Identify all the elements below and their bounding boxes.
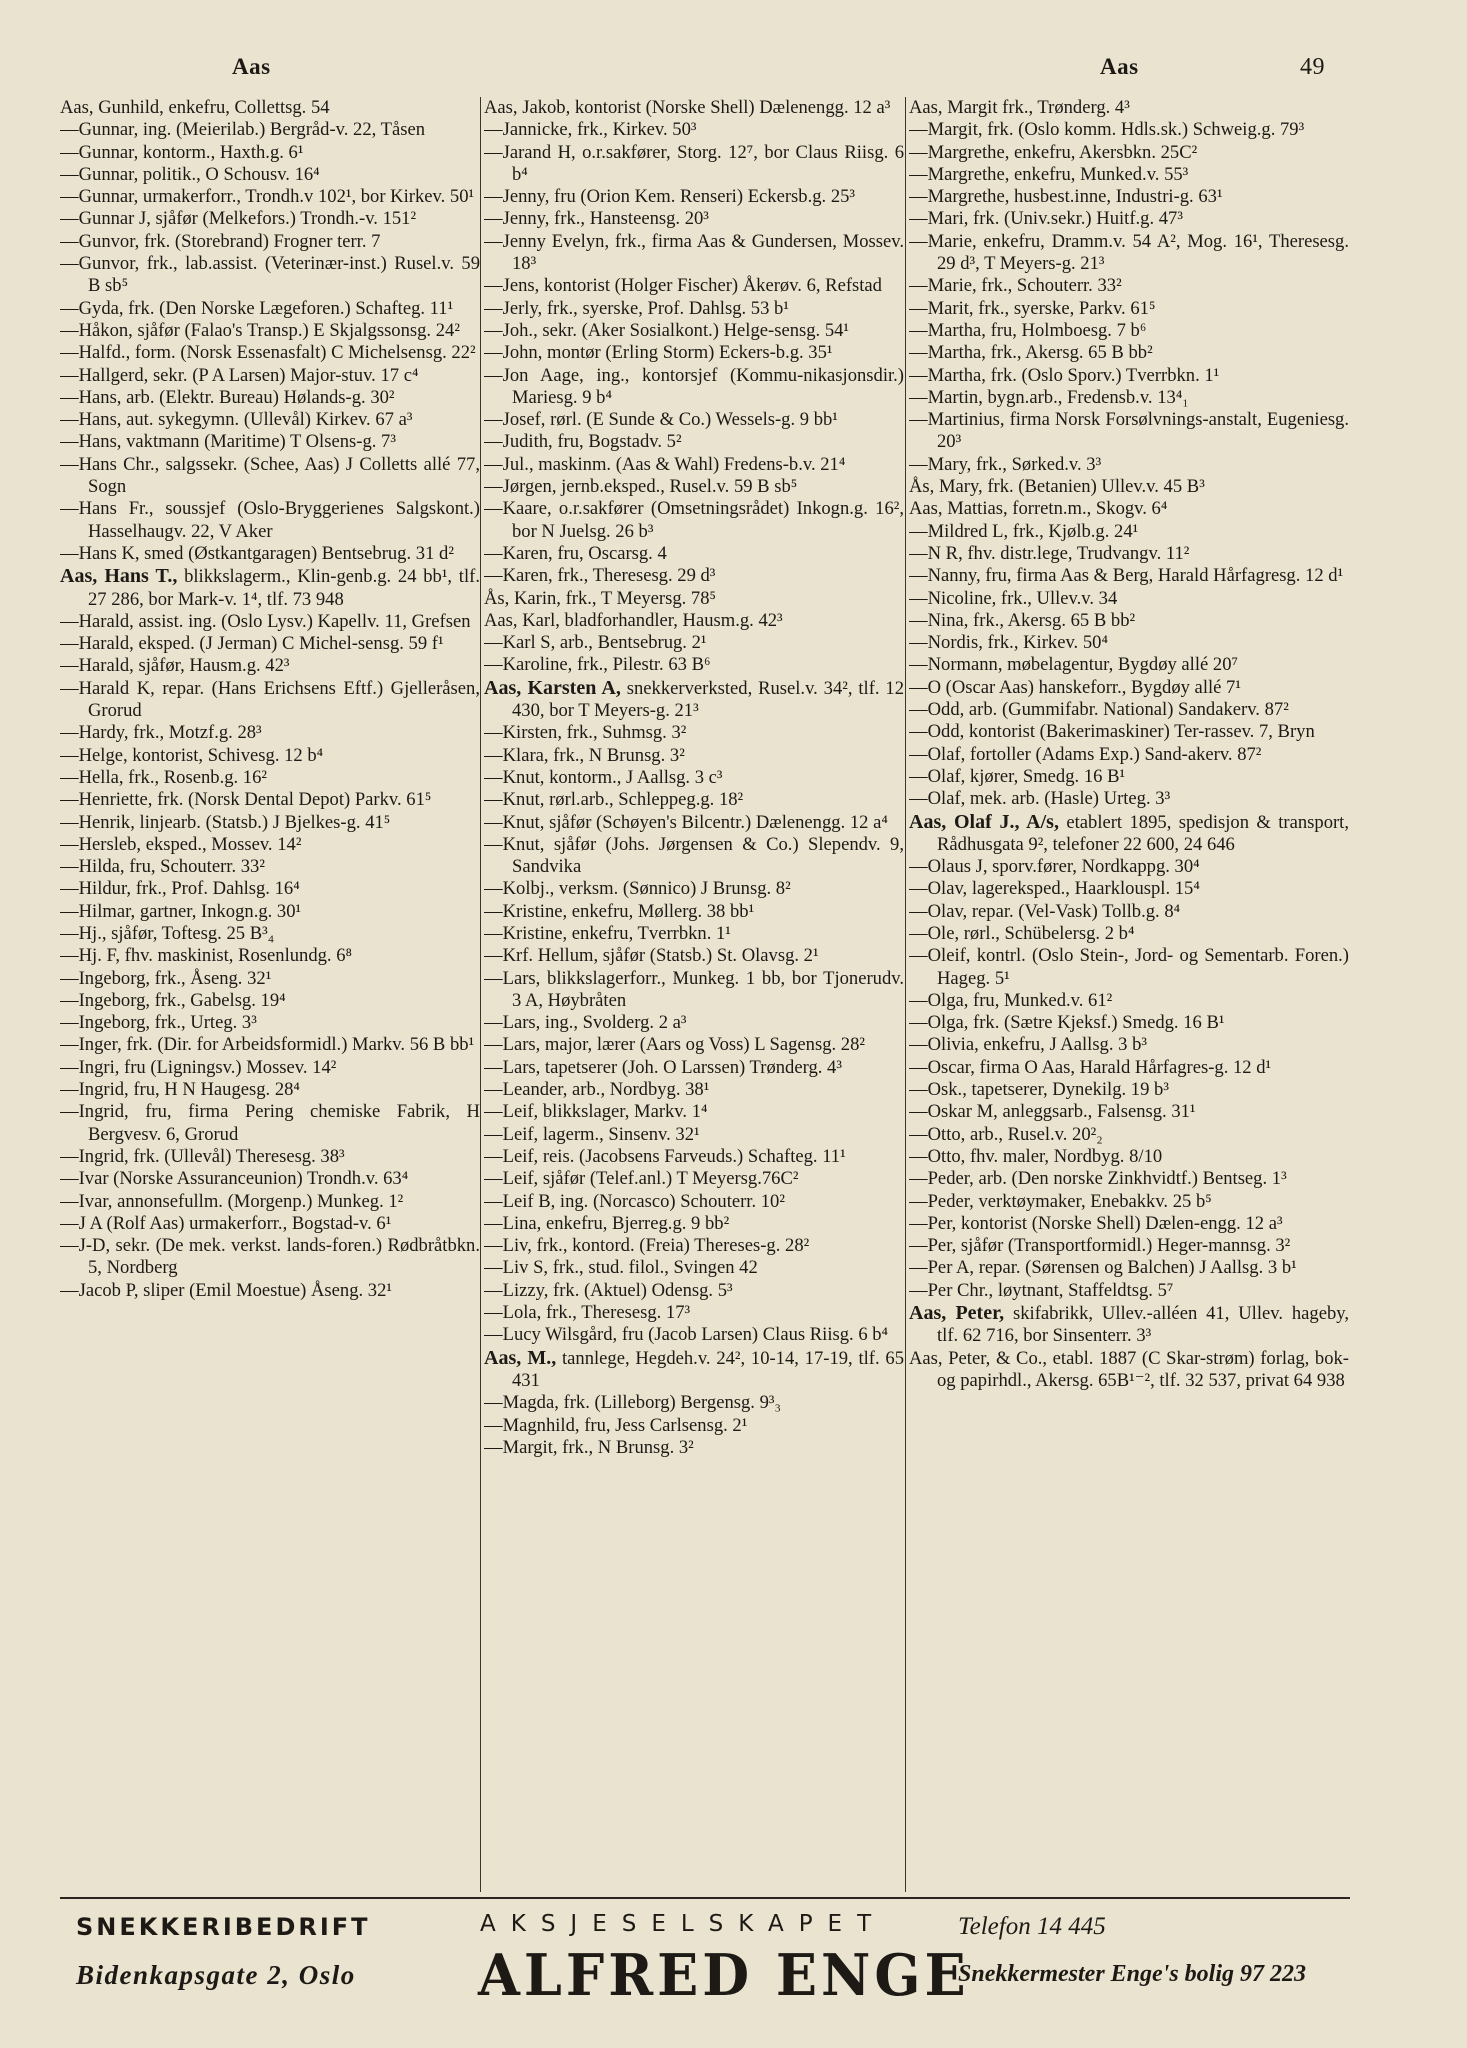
directory-entry: —Magnhild, fru, Jess Carlsensg. 2¹: [484, 1414, 748, 1436]
directory-entry: —Hersleb, eksped., Mossev. 14²: [60, 833, 302, 855]
directory-entry: —Leif, sjåfør (Telef.anl.) T Meyersg.76C²: [484, 1168, 799, 1190]
directory-entry: —Magda, frk. (Lilleborg) Bergensg. 9³₃: [484, 1392, 781, 1414]
directory-entry: —Olga, fru, Munked.v. 61²: [909, 989, 1113, 1011]
directory-entry: —Halfd., form. (Norsk Essenasfalt) C Michelsensg. 22²: [60, 342, 476, 364]
directory-entry: —Helge, kontorist, Schivesg. 12 b⁴: [60, 744, 324, 766]
directory-entry: —Håkon, sjåfør (Falao's Transp.) E Skjalgssonsg. 24²: [60, 319, 460, 341]
directory-entry: —Liv S, frk., stud. filol., Svingen 42: [484, 1257, 758, 1279]
directory-entry: —Kirsten, frk., Suhmsg. 3²: [484, 722, 687, 744]
directory-entry: —Nanny, fru, firma Aas & Berg, Harald Hårfagresg. 12 d¹: [909, 565, 1344, 587]
directory-entry: —Leif, reis. (Jacobsens Farveuds.) Schafteg. 11¹: [484, 1145, 846, 1167]
directory-entry: Aas, Olaf J., A/s, etablert 1895, spedisjon & transport, Rådhusgata 9², telefoner 22 600, 24 646: [909, 810, 1349, 855]
directory-entry: —Jacob P, sliper (Emil Moestue) Åseng. 32¹: [60, 1279, 392, 1301]
directory-entry: —Peder, arb. (Den norske Zinkhvidtf.) Bentseg. 1³: [909, 1168, 1287, 1190]
directory-entry: —Nicoline, frk., Ullev.v. 34: [909, 587, 1118, 609]
ad-telephone: Telefon 14 445: [958, 1913, 1106, 1940]
directory-entry: —Jannicke, frk., Kirkev. 50³: [484, 119, 697, 141]
directory-entry: —Gunvor, frk. (Storebrand) Frogner terr. 7: [60, 230, 381, 252]
directory-entry: —Martha, frk., Akersg. 65 B bb²: [909, 342, 1153, 364]
ad-home-telephone: Snekkermester Enge's bolig 97 223: [958, 1961, 1307, 1987]
directory-entry: Aas, Jakob, kontorist (Norske Shell) Dælenengg. 12 a³: [484, 97, 891, 118]
directory-entry: —Jerly, frk., syerske, Prof. Dahlsg. 53 b¹: [484, 297, 789, 319]
directory-entry: —Karoline, frk., Pilestr. 63 B⁶: [484, 654, 711, 676]
directory-entry: —Harald K, repar. (Hans Erichsens Eftf.) Gjelleråsen, Grorud: [60, 677, 480, 722]
directory-entry: —Otto, fhv. maler, Nordbyg. 8/10: [909, 1145, 1163, 1167]
directory-entry: —Per, sjåfør (Transportformidl.) Heger-mannsg. 3²: [909, 1235, 1291, 1257]
directory-entry: —Leif B, ing. (Norcasco) Schouterr. 10²: [484, 1190, 785, 1212]
page-number: 49: [1300, 54, 1325, 80]
directory-entry: Aas, Gunhild, enkefru, Collettsg. 54: [60, 97, 330, 118]
running-head-right: Aas: [1100, 54, 1139, 79]
directory-entry: —Gunnar, politik., O Schousv. 16⁴: [60, 163, 320, 185]
directory-entry: Aas, Peter, & Co., etabl. 1887 (C Skar-strøm) forlag, bok- og papirhdl., Akersg. 65B¹⁻², tlf. 32 537, privat 64 938: [909, 1347, 1349, 1391]
directory-entry: —Leif, blikkslager, Markv. 1⁴: [484, 1101, 708, 1123]
directory-entry: —Kristine, enkefru, Møllerg. 38 bb¹: [484, 900, 755, 922]
directory-entry: —Jarand H, o.r.sakfører, Storg. 12⁷, bor Claus Riisg. 6 b⁴: [484, 141, 904, 185]
directory-entry: —Inger, frk. (Dir. for Arbeidsformidl.) Markv. 56 B bb¹: [60, 1034, 475, 1056]
directory-entry: —Martha, frk. (Oslo Sporv.) Tverrbkn. 1¹: [909, 364, 1220, 386]
directory-entry: —Olivia, enkefru, J Aallsg. 3 b³: [909, 1034, 1147, 1056]
directory-entry: —Harald, eksped. (J Jerman) C Michel-sensg. 59 f¹: [60, 633, 444, 655]
directory-entry: —Margit, frk. (Oslo komm. Hdls.sk.) Schweig.g. 79³: [909, 119, 1305, 141]
directory-entry: —Gunnar J, sjåfør (Melkefors.) Trondh.-v. 151²: [60, 208, 417, 230]
directory-entry: —Martha, fru, Holmboesg. 7 b⁶: [909, 319, 1147, 341]
directory-entry: —Joh., sekr. (Aker Sosialkont.) Helge-sensg. 54¹: [484, 319, 850, 341]
directory-entry: —Harald, assist. ing. (Oslo Lysv.) Kapellv. 11, Grefsen: [60, 610, 471, 632]
directory-entry: —Hj. F, fhv. maskinist, Rosenlundg. 6⁸: [60, 945, 352, 967]
directory-entry: —Lars, major, lærer (Aars og Voss) L Sagensg. 28²: [484, 1034, 865, 1056]
directory-entry: —Olaf, fortoller (Adams Exp.) Sand-akerv. 87²: [909, 743, 1262, 765]
directory-entry: —Margrethe, enkefru, Akersbkn. 25C²: [909, 141, 1198, 163]
directory-entry: —J A (Rolf Aas) urmakerforr., Bogstad-v. 6¹: [60, 1212, 392, 1234]
directory-entry: —Kristine, enkefru, Tverrbkn. 1¹: [484, 922, 731, 944]
directory-entry: —Karl S, arb., Bentsebrug. 2¹: [484, 632, 707, 654]
directory-entry: —Osk., tapetserer, Dynekilg. 19 b³: [909, 1079, 1169, 1101]
directory-entry: —Ivar, annonsefullm. (Morgenp.) Munkeg. 1²: [60, 1190, 404, 1212]
directory-entry: —Odd, arb. (Gummifabr. National) Sandakerv. 87²: [909, 699, 1289, 721]
ad-business-type: SNEKKERIBEDRIFT: [76, 1913, 371, 1941]
directory-entry: —Jenny Evelyn, frk., firma Aas & Gundersen, Mossev. 18³: [484, 230, 904, 275]
directory-entry: —Hans, arb. (Elektr. Bureau) Hølands-g. 30²: [60, 386, 395, 408]
directory-entry: —Ingeborg, frk., Gabelsg. 19⁴: [60, 989, 286, 1011]
directory-entry: —Liv, frk., kontord. (Freia) Thereses-g. 28²: [484, 1235, 810, 1257]
advertisement: [60, 1905, 1350, 2015]
directory-entry: —Peder, verktøymaker, Enebakkv. 25 b⁵: [909, 1190, 1212, 1212]
directory-entry: —Oleif, kontrl. (Oslo Stein-, Jord- og Sementarb. Foren.) Hageg. 5¹: [909, 945, 1349, 989]
directory-entry: —Ingeborg, frk., Urteg. 3³: [60, 1012, 257, 1034]
column-divider-1: [480, 97, 481, 1892]
directory-entry: —Nina, frk., Akersg. 65 B bb²: [909, 609, 1136, 631]
directory-entry: Ås, Mary, frk. (Betanien) Ullev.v. 45 B³: [909, 476, 1205, 498]
directory-entry: —O (Oscar Aas) hanskeforr., Bygdøy allé 7¹: [909, 676, 1241, 698]
directory-entry: —Ingrid, fru, firma Pering chemiske Fabrik, H Bergvesv. 6, Grorud: [60, 1101, 480, 1145]
directory-entry: —Gunvor, frk., lab.assist. (Veterinær-inst.) Rusel.v. 59 B sb⁵: [60, 253, 480, 297]
column-2: [484, 97, 904, 1897]
directory-entry: —Ivar (Norske Assuranceunion) Trondh.v. 63⁴: [60, 1168, 409, 1190]
directory-entry: —Mary, frk., Sørked.v. 3³: [909, 453, 1102, 475]
directory-entry: —Jenny, fru (Orion Kem. Renseri) Eckersb.g. 25³: [484, 186, 855, 208]
directory-entry: —Mildred L, frk., Kjølb.g. 24¹: [909, 520, 1139, 542]
directory-entry: —Per Chr., løytnant, Staffeldtsg. 5⁷: [909, 1279, 1174, 1301]
directory-entry: —John, montør (Erling Storm) Eckers-b.g. 35¹: [484, 342, 833, 364]
directory-entry: —Olaf, kjører, Smedg. 16 B¹: [909, 765, 1126, 787]
directory-entry: —Hilmar, gartner, Inkogn.g. 30¹: [60, 900, 302, 922]
directory-entry: —Henrik, linjearb. (Statsb.) J Bjelkes-g. 41⁵: [60, 811, 391, 833]
directory-entry: —Ingeborg, frk., Åseng. 32¹: [60, 967, 272, 989]
directory-entry: Aas, Karsten A, snekkerverksted, Rusel.v. 34², tlf. 12 430, bor T Meyers-g. 21³: [484, 676, 904, 722]
directory-entry: —Margrethe, enkefru, Munked.v. 55³: [909, 163, 1189, 185]
directory-entry: —Martinius, firma Norsk Forsølvnings-anstalt, Eugeniesg. 20³: [909, 409, 1349, 453]
directory-entry: —Kaare, o.r.sakfører (Omsetningsrådet) Inkogn.g. 16², bor N Juelsg. 26 b³: [484, 498, 904, 542]
directory-entry: —Knut, sjåfør (Schøyen's Bilcentr.) Dælenengg. 12 a⁴: [484, 811, 888, 833]
directory-entry: —Klara, frk., N Brunsg. 3²: [484, 744, 685, 766]
directory-entry: Aas, Margit frk., Trønderg. 4³: [909, 97, 1130, 118]
column-3: [909, 97, 1349, 1897]
directory-entry: —Hans K, smed (Østkantgaragen) Bentsebrug. 31 d²: [60, 542, 454, 564]
directory-entry: —Leander, arb., Nordbyg. 38¹: [484, 1079, 710, 1101]
bold-firm-name: Aas, Karsten A,: [484, 676, 621, 699]
bold-firm-name: Aas, M.,: [484, 1346, 557, 1369]
directory-entry: —Knut, kontorm., J Aallsg. 3 c³: [484, 766, 723, 788]
directory-entry: —Nordis, frk., Kirkev. 50⁴: [909, 632, 1108, 654]
directory-entry: —Odd, kontorist (Bakerimaskiner) Ter-rassev. 7, Bryn: [909, 721, 1315, 743]
directory-entry: —Lars, blikkslagerforr., Munkeg. 1 bb, bor Tjonerudv. 3 A, Høybråten: [484, 967, 904, 1011]
ad-address: Bidenkapsgate 2, Oslo: [76, 1960, 356, 1990]
directory-entry: —Marie, frk., Schouterr. 33²: [909, 275, 1122, 297]
directory-entry: —Hilda, fru, Schouterr. 33²: [60, 856, 265, 878]
directory-entry: —Lars, ing., Svolderg. 2 a³: [484, 1012, 687, 1034]
directory-entry: Aas, Mattias, forretn.m., Skogv. 6⁴: [909, 498, 1168, 520]
directory-entry: —Otto, arb., Rusel.v. 20²₂: [909, 1123, 1103, 1145]
directory-entry: —Olaf, mek. arb. (Hasle) Urteg. 3³: [909, 788, 1171, 810]
directory-entry: —Harald, sjåfør, Hausm.g. 42³: [60, 655, 290, 677]
directory-entry: —Per, kontorist (Norske Shell) Dælen-engg. 12 a³: [909, 1212, 1283, 1234]
footer-rule: [60, 1897, 1350, 1899]
directory-entry: —Leif, lagerm., Sinsenv. 32¹: [484, 1123, 700, 1145]
directory-entry: —Lars, tapetserer (Joh. O Larssen) Trønderg. 4³: [484, 1056, 842, 1078]
directory-entry: —Henriette, frk. (Norsk Dental Depot) Parkv. 61⁵: [60, 789, 432, 811]
directory-entry: —Mari, frk. (Univ.sekr.) Huitf.g. 47³: [909, 208, 1183, 230]
directory-entry: —Per A, repar. (Sørensen og Balchen) J Aallsg. 3 b¹: [909, 1257, 1297, 1279]
directory-entry: —Krf. Hellum, sjåfør (Statsb.) St. Olavsg. 2¹: [484, 945, 819, 967]
directory-entry: —Olaus J, sporv.fører, Nordkappg. 30⁴: [909, 856, 1200, 878]
directory-entry: —Jon Aage, ing., kontorsjef (Kommu-nikasjonsdir.) Mariesg. 9 b⁴: [484, 364, 904, 408]
directory-entry: —Lizzy, frk. (Aktuel) Odensg. 5³: [484, 1279, 733, 1301]
directory-entry: —Hj., sjåfør, Toftesg. 25 B³₄: [60, 922, 275, 944]
directory-entry: —Hans Fr., soussjef (Oslo-Bryggerienes Salgskont.) Hasselhaugv. 22, V Aker: [60, 498, 480, 542]
directory-entry: —Ingrid, fru, H N Haugesg. 28⁴: [60, 1079, 300, 1101]
directory-entry: —Lucy Wilsgård, fru (Jacob Larsen) Claus Riisg. 6 b⁴: [484, 1324, 889, 1346]
directory-entry: —Martin, bygn.arb., Fredensb.v. 13⁴₁: [909, 386, 1189, 408]
directory-entry: —Normann, møbelagentur, Bygdøy allé 20⁷: [909, 654, 1238, 676]
directory-entry: —Hardy, frk., Motzf.g. 28³: [60, 722, 262, 744]
directory-entry: —Margit, frk., N Brunsg. 3²: [484, 1436, 694, 1458]
running-head-left: Aas: [232, 54, 271, 79]
column-1: [60, 97, 480, 1897]
directory-entry: —Hallgerd, sekr. (P A Larsen) Major-stuv. 17 c⁴: [60, 364, 419, 386]
directory-entry: —Karen, fru, Oscarsg. 4: [484, 542, 667, 564]
column-divider-2: [905, 97, 906, 1892]
directory-entry: —Jul., maskinm. (Aas & Wahl) Fredens-b.v. 21⁴: [484, 453, 846, 475]
directory-entry: —Josef, rørl. (E Sunde & Co.) Wessels-g. 9 bb¹: [484, 409, 838, 431]
directory-entry: —Olav, lagereksped., Haarklouspl. 15⁴: [909, 878, 1200, 900]
directory-entry: —Ingrid, frk. (Ullevål) Theresesg. 38³: [60, 1145, 345, 1167]
directory-entry: —Hans, vaktmann (Maritime) T Olsens-g. 7³: [60, 431, 396, 453]
directory-entry: —Hans Chr., salgssekr. (Schee, Aas) J Colletts allé 77, Sogn: [60, 453, 480, 498]
directory-entry: —Ingri, fru (Ligningsv.) Mossev. 14²: [60, 1056, 337, 1078]
directory-entry: —Margrethe, husbest.inne, Industri-g. 63¹: [909, 186, 1223, 208]
directory-entry: —Hildur, frk., Prof. Dahlsg. 16⁴: [60, 878, 300, 900]
directory-entry: —N R, fhv. distr.lege, Trudvangv. 11²: [909, 542, 1190, 564]
directory-entry: —Hans, aut. sykegymn. (Ullevål) Kirkev. 67 a³: [60, 409, 413, 431]
directory-entry: —Olga, frk. (Sætre Kjeksf.) Smedg. 16 B¹: [909, 1012, 1225, 1034]
ad-company-name: ALFRED ENGE: [478, 1941, 970, 2009]
directory-entry: —Oskar M, anleggsarb., Falsensg. 31¹: [909, 1101, 1196, 1123]
directory-entry: —Gunnar, ing. (Meierilab.) Bergråd-v. 22, Tåsen: [60, 119, 426, 141]
directory-entry: —Oscar, firma O Aas, Harald Hårfagres-g. 12 d¹: [909, 1056, 1272, 1078]
directory-entry: —Ole, rørl., Schübelersg. 2 b⁴: [909, 922, 1135, 944]
ad-company-form: AKSJESELSKAPET: [480, 1911, 887, 1937]
directory-entry: Aas, Hans T., blikkslagerm., Klin-genb.g. 24 bb¹, tlf. 27 286, bor Mark-v. 1⁴, tlf. 73 948: [60, 565, 480, 610]
directory-entry: —Hella, frk., Rosenb.g. 16²: [60, 766, 267, 788]
directory-entry: —Olav, repar. (Vel-Vask) Tollb.g. 8⁴: [909, 900, 1181, 922]
directory-entry: —J-D, sekr. (De mek. verkst. lands-foren.) Rødbråtbkn. 5, Nordberg: [60, 1235, 480, 1279]
directory-entry: —Marit, frk., syerske, Parkv. 61⁵: [909, 297, 1156, 319]
directory-entry: —Jenny, frk., Hansteensg. 20³: [484, 208, 709, 230]
directory-entry: Aas, M., tannlege, Hegdeh.v. 24², 10-14, 17-19, tlf. 65 431: [484, 1346, 904, 1391]
directory-entry: —Lina, enkefru, Bjerreg.g. 9 bb²: [484, 1212, 730, 1234]
directory-entry: —Marie, enkefru, Dramm.v. 54 A², Mog. 16¹, Theresesg. 29 d³, T Meyers-g. 21³: [909, 230, 1349, 275]
directory-entry: —Jens, kontorist (Holger Fischer) Åkerøv. 6, Refstad: [484, 275, 882, 297]
directory-entry: —Knut, sjåfør (Johs. Jørgensen & Co.) Slependv. 9, Sandvika: [484, 833, 904, 878]
directory-entry: Aas, Peter, skifabrikk, Ullev.-alléen 41, Ullev. hageby, tlf. 62 716, bor Sinsenterr. 3³: [909, 1302, 1349, 1347]
bold-firm-name: Aas, Olaf J., A/s,: [909, 810, 1059, 833]
directory-entry: —Kolbj., verksm. (Sønnico) J Brunsg. 8²: [484, 878, 791, 900]
directory-entry: —Karen, frk., Theresesg. 29 d³: [484, 565, 716, 587]
directory-entry: —Knut, rørl.arb., Schleppeg.g. 18²: [484, 789, 744, 811]
directory-entry: Ås, Karin, frk., T Meyersg. 78⁵: [484, 587, 716, 609]
directory-entry: —Gunnar, kontorm., Haxth.g. 6¹: [60, 141, 304, 163]
directory-entry: —Gyda, frk. (Den Norske Lægeforen.) Schafteg. 11¹: [60, 297, 454, 319]
directory-entry: —Jørgen, jernb.eksped., Rusel.v. 59 B sb⁵: [484, 476, 798, 498]
bold-firm-name: Aas, Peter,: [909, 1302, 1005, 1325]
directory-entry: Aas, Karl, bladforhandler, Hausm.g. 42³: [484, 609, 783, 631]
directory-entry: —Gunnar, urmakerforr., Trondh.v 102¹, bor Kirkev. 50¹: [60, 186, 475, 208]
directory-entry: —Lola, frk., Theresesg. 17³: [484, 1302, 691, 1324]
directory-entry: —Judith, fru, Bogstadv. 5²: [484, 431, 682, 453]
bold-firm-name: Aas, Hans T.,: [60, 565, 178, 588]
